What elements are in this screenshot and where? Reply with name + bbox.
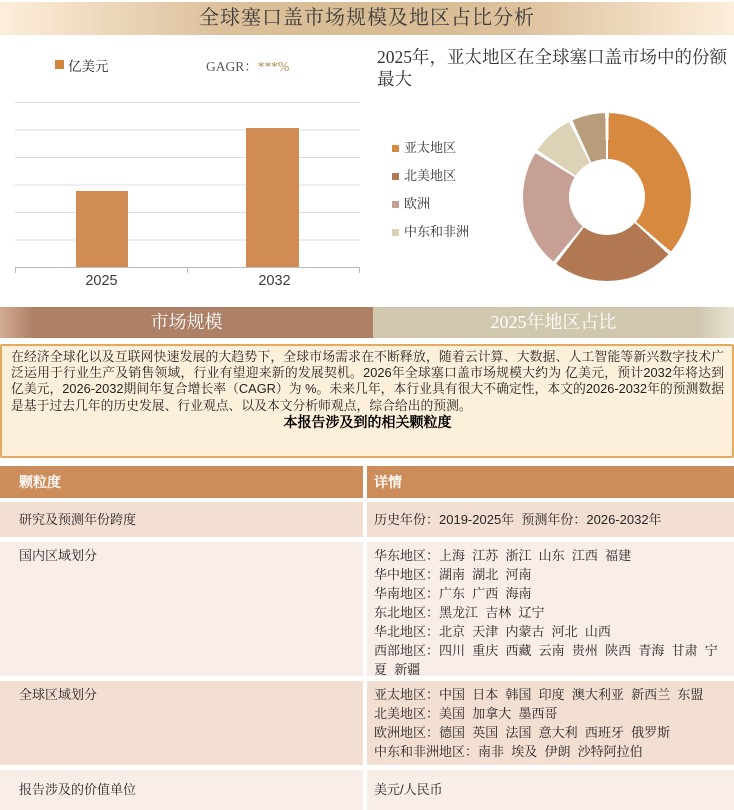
page-title: 全球塞口盖市场规模及地区占比分析: [0, 2, 734, 35]
detail-line: 亚太地区：中国 日本 韩国 印度 澳大利亚 新西兰 东盟: [374, 687, 704, 702]
legend-swatch-icon: [392, 229, 399, 236]
detail-line: 北美地区：美国 加拿大 墨西哥: [374, 706, 558, 721]
table-cell-details: [367, 770, 734, 810]
report-summary-box: [0, 344, 734, 458]
granularity-table: [0, 466, 734, 810]
detail-line: 华中地区：湖南 湖北 河南: [374, 567, 532, 582]
table-header-details: 详情: [367, 466, 734, 498]
table-cell-granularity: 国内区域划分: [0, 542, 363, 676]
legend-item: [392, 196, 470, 212]
table-cell-details: [367, 542, 734, 676]
bar-legend-swatch-icon: [55, 60, 64, 69]
table-cell-granularity: 研究及预测年份跨度: [0, 502, 363, 537]
x-axis-label-2025: 2025: [85, 273, 118, 289]
cagr-annotation: [206, 55, 289, 75]
table-row: [0, 770, 734, 810]
bar-chart-plot-area: [15, 102, 360, 268]
section-tabs: [0, 307, 734, 338]
report-summary-paragraph: 在经济全球化以及互联网快速发展的大趋势下，全球市场需求在不断释放，随着云计算、大数据、人工智能等新兴数字技术广泛运用于行业生产及销售领域，行业有望迎来新的发展契机。2026年全球塞口盖市场规模大约为 亿美元，预计2032年将达到 亿美元，2026-2032期间年复合增长率（CAGR）为 %。未来几年，本行业具有很大不确定性，本文的2026-2032年的预测数据是基于过去几年的历史发展、行业观点、以及本文分析师观点，综合给出的预测。: [11, 349, 728, 413]
detail-line: 中东和非洲地区：南非 埃及 伊朗 沙特阿拉伯: [374, 744, 643, 759]
donut-chart-title: 2025年，亚太地区在全球塞口盖市场中的份额最大: [377, 47, 727, 89]
x-axis-label-2032: 2032: [258, 273, 291, 289]
table-header-granularity: 颗粒度: [0, 466, 363, 498]
table-cell-granularity: 报告涉及的价值单位: [0, 770, 363, 810]
table-cell-details: [367, 681, 734, 765]
bar-legend-label: 亿美元: [68, 59, 109, 74]
detail-line: 历史年份：2019-2025年 预测年份：2026-2032年: [374, 512, 662, 527]
table-row: [0, 502, 734, 537]
legend-item: [392, 140, 470, 156]
detail-line: 华东地区：上海 江苏 浙江 山东 江西 福建: [374, 548, 632, 563]
table-row: [0, 681, 734, 765]
detail-line: 华北地区：北京 天津 内蒙古 河北 山西: [374, 624, 611, 639]
legend-item-label: 亚太地区: [404, 140, 457, 155]
granularity-table-title: 本报告涉及到的相关颗粒度: [283, 413, 452, 430]
legend-item-label: 北美地区: [404, 168, 457, 183]
legend-swatch-icon: [392, 201, 399, 208]
detail-line: 欧洲地区：德国 英国 法国 意大利 西班牙 俄罗斯: [374, 725, 671, 740]
legend-swatch-icon: [392, 173, 399, 180]
donut-hole: [569, 159, 645, 235]
legend-item-label: 中东和非洲: [404, 224, 470, 239]
tab-market-size[interactable]: 市场规模: [0, 307, 373, 338]
bar-2025: [76, 191, 128, 267]
tab-2025-region-share[interactable]: 2025年地区占比: [373, 307, 734, 338]
detail-line: 美元/人民币: [374, 782, 443, 797]
detail-line: 东北地区：黑龙江 吉林 辽宁: [374, 605, 545, 620]
bar-2032: [246, 128, 299, 267]
legend-item: [392, 224, 470, 240]
table-header-row: [0, 466, 734, 498]
cagr-label: GAGR：: [206, 59, 258, 74]
legend-item-label: 欧洲: [404, 196, 431, 211]
detail-line: 西部地区：四川 重庆 西藏 云南 贵州 陕西 青海 甘肃 宁夏 新疆: [374, 643, 718, 677]
cagr-masked-value: ***%: [257, 59, 290, 74]
table-cell-granularity: 全球区域划分: [0, 681, 363, 765]
detail-line: 华南地区：广东 广西 海南: [374, 586, 532, 601]
table-cell-details: [367, 502, 734, 537]
donut-legend: [392, 140, 470, 252]
legend-swatch-icon: [392, 145, 399, 152]
legend-item: [392, 168, 470, 184]
table-row: [0, 542, 734, 676]
